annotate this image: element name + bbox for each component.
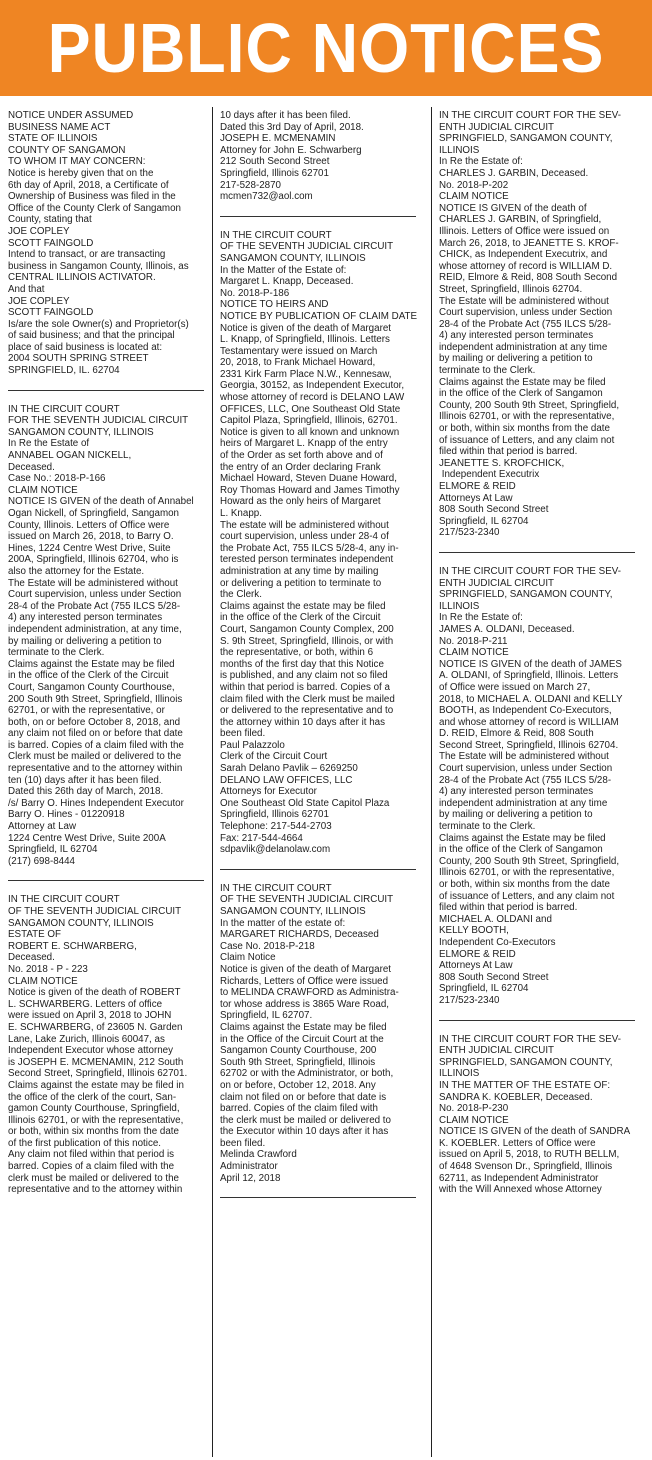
notice-estate-knapp: IN THE CIRCUIT COURT OF THE SEVENTH JUDICIAL CIRCUIT SANGAMON COUNTY, ILLINOIS In the Matter of the Estate of: Margaret L. Knapp, Deceased. No. 2018-P-186 NOTICE TO HEIRS AND NOTICE BY PUBLICATION OF CLAIM DATE Notice is given of the death of Margaret L. Knapp, of Springfield, Illinois. Letters Testamentary were issued on March 20, 2018, to Frank Michael Howard, 2331 Kirk Farm Place N.W., Kennesaw, Georgia, 30152, as Independent Executor, whose attorney of record is DELANO LAW OFFICES, LLC, One Southeast Old State Capitol Plaza, Springfield, Illinois, 62701. Notice is given to all known and unknown heirs of Margaret L. Knapp of the entry of the Order as set forth above and of the entry of an Order declaring Frank Michael Howard, Steven Duane Howard, Roy Thomas Howard and James Timothy Howard as the only heirs of Margaret L. Knapp. The estate will be administered without court supervision, unless under 28-4 of the Probate Act, 755 ILCS 5/28-4, any in- terested person terminates independent administration at any time by mailing or delivering a petition to terminate to the Clerk. Claims against the estate may be filed in the office of the Clerk of the Circuit Court, Sangamon County Complex, 200 S. 9th Street, Springfield, Illinois, or with the representative, or both, within 6 months of the first day that this Notice is published, and any claim not so filed within that period is barred. Copies of a claim filed with the Clerk must be mailed or delivered to the representative and to the attorney within 10 days after it has been filed. Paul Palazzolo Clerk of the Circuit Court Sarah Delano Pavlik – 6269250 DELANO LAW OFFICES, LLC Attorneys for Executor One Southeast Old State Capitol Plaza Springfield, Illinois 62701 Telephone: 217-544-2703 Fax: 217-544-4664 sdpavlik@delanolaw.com — [220, 229, 418, 856]
notice-estate-koebler: IN THE CIRCUIT COURT FOR THE SEV- ENTH JUDICIAL CIRCUIT SPRINGFIELD, SANGAMON COUNTY, ILLINOIS IN THE MATTER OF THE ESTATE OF: SANDRA K. KOEBLER, Deceased. No. 2018-P-230 CLAIM NOTICE NOTICE IS GIVEN of the death of SANDRA K. KOEBLER. Letters of Office were issued on April 5, 2018, to RUTH BELLM, of 4648 Svenson Dr., Springfield, Illinois 62711, as Independent Administrator with the Will Annexed whose Attorney — [439, 1033, 631, 1196]
notice-divider — [8, 880, 204, 881]
notice-divider — [220, 869, 416, 870]
notice-estate-richards: IN THE CIRCUIT COURT OF THE SEVENTH JUDICIAL CIRCUIT SANGAMON COUNTY, ILLINOIS In the matter of the estate of: MARGARET RICHARDS, Deceased Case No. 2018-P-218 Claim Notice Notice is given of the death of Margaret Richards, Letters of Office were issued to MELINDA CRAWFORD as Administra- tor whose address is 3865 Ware Road, Springfield, IL 62707. Claims against the Estate may be filed in the Office of the Circuit Court at the Sangamon County Courthouse, 200 South 9th Street, Springfield, Illinois 62702 or with the Administrator, or both, on or before, October 12, 2018. Any claim not filed on or before that date is barred. Copies of the claim filed with the clerk must be mailed or delivered to the Executor within 10 days after it has been filed. Melinda Crawford Administrator April 12, 2018 — [220, 882, 399, 1184]
notice-divider — [220, 216, 416, 217]
notice-column-2 — [220, 110, 419, 1211]
column-divider — [212, 107, 213, 1457]
notice-column-1 — [8, 110, 207, 1196]
page-title: PUBLIC NOTICES — [47, 9, 605, 87]
notice-divider — [439, 1020, 635, 1021]
notice-divider — [220, 1197, 416, 1198]
header-banner — [0, 0, 652, 96]
notice-divider — [8, 390, 204, 391]
notice-assumed-business-name: NOTICE UNDER ASSUMED BUSINESS NAME ACT STATE OF ILLINOIS COUNTY OF SANGAMON TO WHOM IT MAY CONCERN: Notice is hereby given that on the 6th day of April, 2018, a Certificate of Ownership of Business was filed in the Office of the County Clerk of Sangamon County, stating that JOE COPLEY SCOTT FAINGOLD Intend to transact, or are transacting business in Sangamon County, Illinois, as CENTRAL ILLINOIS ACTIVATOR. And that JOE COPLEY SCOTT FAINGOLD Is/are the sole Owner(s) and Proprietor(s) of said business; and that the principal place of said business is located at: 2004 SOUTH SPRING STREET SPRINGFIELD, IL. 62704 — [8, 110, 189, 377]
column-divider — [431, 107, 432, 1457]
notice-column-3 — [439, 110, 638, 1196]
notice-schwarberg-continued: 10 days after it has been filed. Dated this 3rd Day of April, 2018. JOSEPH E. MCMENAMIN Attorney for John E. Schwarberg 212 South Second Street Springfield, Illinois 62701 217-528-2870 mcmen732@aol.com — [220, 110, 364, 203]
notice-divider — [439, 552, 635, 553]
notice-estate-garbin: IN THE CIRCUIT COURT FOR THE SEV- ENTH JUDICIAL CIRCUIT SPRINGFIELD, SANGAMON COUNTY, ILLINOIS In Re the Estate of: CHARLES J. GARBIN, Deceased. No. 2018-P-202 CLAIM NOTICE NOTICE IS GIVEN of the death of CHARLES J. GARBIN, of Springfield, Illinois. Letters of Office were issued on March 26, 2018, to JEANETTE S. KROF- CHICK, as Independent Executrix, and whose attorney of record is WILLIAM D. REID, Elmore & Reid, 808 South Second Street, Springfield, Illinois 62704. The Estate will be administered without Court supervision, unless under Section 28-4 of the Probate Act (755 ILCS 5/28- 4) any interested person terminates independent administration at any time by mailing or delivering a petition to terminate to the Clerk. Claims against the Estate may be filed in the office of the Clerk of Sangamon County, 200 South 9th Street, Springfield, Illinois 62701, or with the representative, or both, within six months from the date of issuance of Letters, and any claim not filed within that period is barred. JEANETTE S. KROFCHICK, Independent Executrix ELMORE & REID Attorneys At Law 808 South Second Street Springfield, IL 62704 217/523-2340 — [439, 110, 621, 539]
notice-estate-nickell: IN THE CIRCUIT COURT FOR THE SEVENTH JUDICIAL CIRCUIT SANGAMON COUNTY, ILLINOIS In Re the Estate of ANNABEL OGAN NICKELL, Deceased. Case No.: 2018-P-166 CLAIM NOTICE NOTICE IS GIVEN of the death of Annabel Ogan Nickell, of Springfield, Sangamon County, Illinois. Letters of Office were issued on March 26, 2018, to Barry O. Hines, 1224 Centre West Drive, Suite 200A, Springfield, Illinois 62704, who is also the attorney for the Estate. The Estate will be administered without Court supervision, unless under Section 28-4 of the Probate Act (755 ILCS 5/28- 4) any interested person terminates independent administration, at any time, by mailing or delivering a petition to terminate to the Clerk. Claims against the Estate may be filed in the office of the Clerk of the Circuit Court, Sangamon County Courthouse, 200 South 9th Street, Springfield, Illinois 62701, or with the representative, or both, on or before October 8, 2018, and any claim not filed on or before that date is barred. Copies of a claim filed with the Clerk must be mailed or delivered to the representative and to the attorney within ten (10) days after it has been filed. Dated this 26th day of March, 2018. /s/ Barry O. Hines Independent Executor Barry O. Hines - 01220918 Attorney at Law 1224 Centre West Drive, Suite 200A Springfield, IL 62704 (217) 698-8444 — [8, 403, 194, 867]
notice-estate-oldani: IN THE CIRCUIT COURT FOR THE SEV- ENTH JUDICIAL CIRCUIT SPRINGFIELD, SANGAMON COUNTY, ILLINOIS In Re the Estate of: JAMES A. OLDANI, Deceased. No. 2018-P-211 CLAIM NOTICE NOTICE IS GIVEN of the death of JAMES A. OLDANI, of Springfield, Illinois. Letters of Office were issued on March 27, 2018, to MICHAEL A. OLDANI and KELLY BOOTH, as Independent Co-Executors, and whose attorney of record is WILLIAM D. REID, Elmore & Reid, 808 South Second Street, Springfield, Illinois 62704. The Estate will be administered without Court supervision, unless under Section 28-4 of the Probate Act (755 ILCS 5/28- 4) any interested person terminates independent administration at any time by mailing or delivering a petition to terminate to the Clerk. Claims against the Estate may be filed in the office of the Clerk of Sangamon County, 200 South 9th Street, Springfield, Illinois 62701, or with the representative, or both, within six months from the date of issuance of Letters, and any claim not filed within that period is barred. MICHAEL A. OLDANI and KELLY BOOTH, Independent Co-Executors ELMORE & REID Attorneys At Law 808 South Second Street Springfield, IL 62704 217/523-2340 — [439, 565, 623, 1006]
notice-estate-schwarberg: IN THE CIRCUIT COURT OF THE SEVENTH JUDICIAL CIRCUIT SANGAMON COUNTY, ILLINOIS ESTATE OF ROBERT E. SCHWARBERG, Deceased. No. 2018 - P - 223 CLAIM NOTICE Notice is given of the death of ROBERT L. SCHWARBERG. Letters of office were issued on April 3, 2018 to JOHN E. SCHWARBERG, of 23605 N. Garden Lane, Lake Zurich, Illinois 60047, as Independent Executor whose attorney is JOSEPH E. MCMENAMIN, 212 South Second Street, Springfield, Illinois 62701. Claims against the estate may be filed in the office of the clerk of the court, San- gamon County Courthouse, Springfield, Illinois 62701, or with the representative, or both, within six months from the date of the first publication of this notice. Any claim not filed within that period is barred. Copies of a claim filed with the clerk must be mailed or delivered to the representative and to the attorney within — [8, 894, 188, 1196]
